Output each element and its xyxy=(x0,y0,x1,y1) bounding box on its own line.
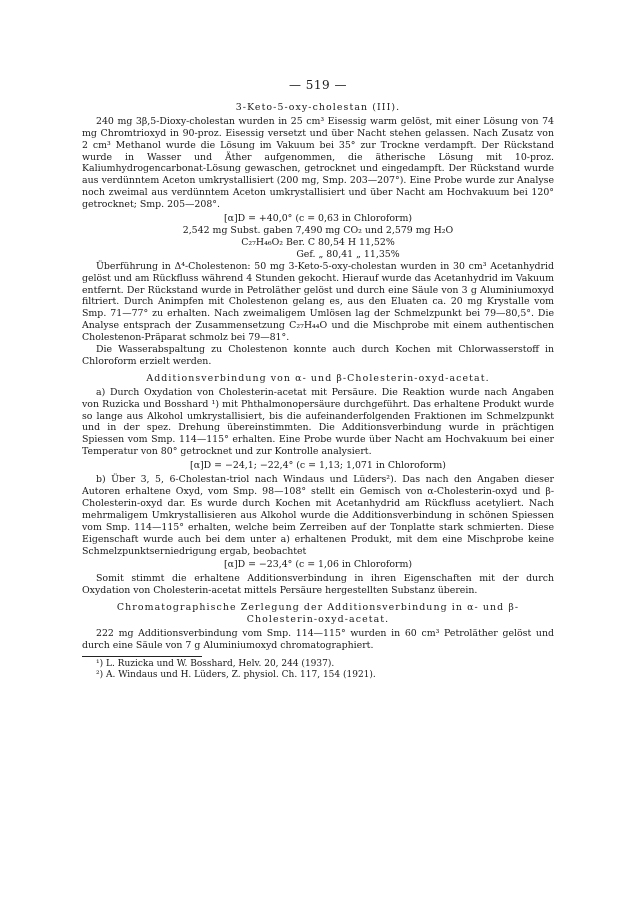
paragraph-oxydation: a) Durch Oxydation von Cholesterin-acetat mit Persäure. Die Reaktion wurde nach Angaben von Ruzicka und Bosshard ¹) mit Phthalmonopersäure durchgeführt. Das erhaltene Produkt wurde so lange aus Alkohol umkrystallisiert, bis die aufeinanderfolgenden Fraktionen im Schmelzpunkt und in der spez. Drehung übereinstimmten. Die Additionsverbindung wurde in prächtigen Spiessen vom Smp. 114—115° erhalten. Eine Probe wurde über Nacht am Hochvakuum bei einer Temperatur von 80° getrocknet und zur Kontrolle analysiert. xyxy=(82,386,554,458)
page-body xyxy=(82,80,554,681)
formula-rotation-3: [α]D = −23,4° (c = 1,06 in Chloroform) xyxy=(223,559,413,571)
paragraph-wasserabspaltung: Die Wasserabspaltung zu Cholestenon konnte auch durch Kochen mit Chlorwasserstoff in Chloroform erzielt werden. xyxy=(82,344,554,367)
footnote-divider xyxy=(82,656,202,657)
section-heading-keto: 3-Keto-5-oxy-cholestan (III). xyxy=(235,101,401,113)
paragraph-keto-procedure: 240 mg 3β,5-Dioxy-cholestan wurden in 25 cm³ Eisessig warm gelöst, mit einer Lösung von 74 mg Chromtrioxyd in 90-proz. Eisessig versetzt und über Nacht stehen gelassen. Nach Zusatz von 2 cm³ Methanol wurde die Lösung im Vakuum bei 35° zur Trockne verdampft. Der Rückstand wurde in Wasser und Äther aufgenommen, die ätherische Lösung mit 10-proz. Kaliumhydrogencarbonat-Lösung gewaschen, getrocknet und eingedampft. Der Rückstand wurde aus verdünntem Aceton umkrystallisiert (200 mg, Smp. 203—207°). Eine Probe wurde zur Analyse noch zweimal aus verdünntem Aceton umkrystallisiert und über Nacht am Hochvakuum bei 120° getrocknet; Smp. 205—208°. xyxy=(82,115,554,211)
formula-composition-gef: Gef. „ 80,41 „ 11,35% xyxy=(296,248,400,260)
footnote-2: ²) A. Windaus und H. Lüders, Z. physiol. Ch. 117, 154 (1921). xyxy=(96,669,376,680)
paragraph-cholestan-triol: b) Über 3, 5, 6-Cholestan-triol nach Windaus und Lüders²). Das nach den Angaben dieser Autoren erhaltene Oxyd, vom Smp. 98—108° stellt ein Gemisch von α-Cholesterin-oxyd und β-Cholesterin-oxyd dar. Es wurde durch Kochen mit Acetanhydrid am Rückfluss acetyliert. Nach mehrmaligem Umkrystallisieren aus Alkohol wurde die Additionsverbindung in schönen Spiessen vom Smp. 114—115° erhalten, welche beim Zerreiben auf der Tonplatte stark schmierten. Diese Eigenschaft wurde auch bei dem unter a) erhaltenen Produkt, mit dem eine Mischprobe keine Schmelzpunktserniedrigung ergab, beobachtet xyxy=(82,474,554,557)
section-heading-addition: Additionsverbindung von α- und β-Cholesterin-oxyd-acetat. xyxy=(146,372,490,384)
page-number: — 519 — xyxy=(288,78,348,92)
formula-rotation-2: [α]D = −24,1; −22,4° (c = 1,13; 1,071 in Chloroform) xyxy=(190,460,446,472)
paragraph-cholestenon: Überführung in Δ⁴-Cholestenon: 50 mg 3-Keto-5-oxy-cholestan wurden in 30 cm³ Acetanhydrid gelöst und am Rückfluss während 4 Stunden gekocht. Hierauf wurde das Acetanhydrid im Vakuum entfernt. Der Rückstand wurde in Petroläther gelöst und durch eine Säule von 3 g Aluminiumoxyd filtriert. Durch Animpfen mit Cholestenon gelang es, aus den Eluaten ca. 20 mg Krystalle vom Smp. 71—77° zu erhalten. Nach zweimaligem Umlösen lag der Schmelzpunkt bei 79—80,5°. Die Analyse entsprach der Zusammensetzung C₂₇H₄₄O und die Mischprobe mit einem authentischen Cholestenon-Präparat schmolz bei 79—81°. xyxy=(82,260,554,344)
paragraph-conclusion: Somit stimmt die erhaltene Additionsverbindung in ihren Eigenschaften mit der durch Oxydation von Cholesterin-acetat mittels Persäure hergestellten Substanz überein. xyxy=(82,573,554,597)
formula-rotation-1: [α]D = +40,0° (c = 0,63 in Chloroform) xyxy=(223,213,413,225)
paragraph-chromatography: 222 mg Additionsverbindung vom Smp. 114—115° wurden in 60 cm³ Petroläther gelöst und durch eine Säule von 7 g Aluminiumoxyd chromatographiert. xyxy=(82,627,554,651)
section-heading-chromatography: Chromatographische Zerlegung der Additionsverbindung in α- und β-Cholesterin-oxyd-acetat. xyxy=(116,602,520,626)
footnote-1: ¹) L. Ruzicka und W. Bosshard, Helv. 20, 244 (1937). xyxy=(96,658,335,669)
formula-analysis-1: 2,542 mg Subst. gaben 7,490 mg CO₂ und 2,579 mg H₂O xyxy=(182,224,454,236)
formula-composition-ber: C₂₇H₄₆O₂ Ber. C 80,54 H 11,52% xyxy=(241,236,395,248)
